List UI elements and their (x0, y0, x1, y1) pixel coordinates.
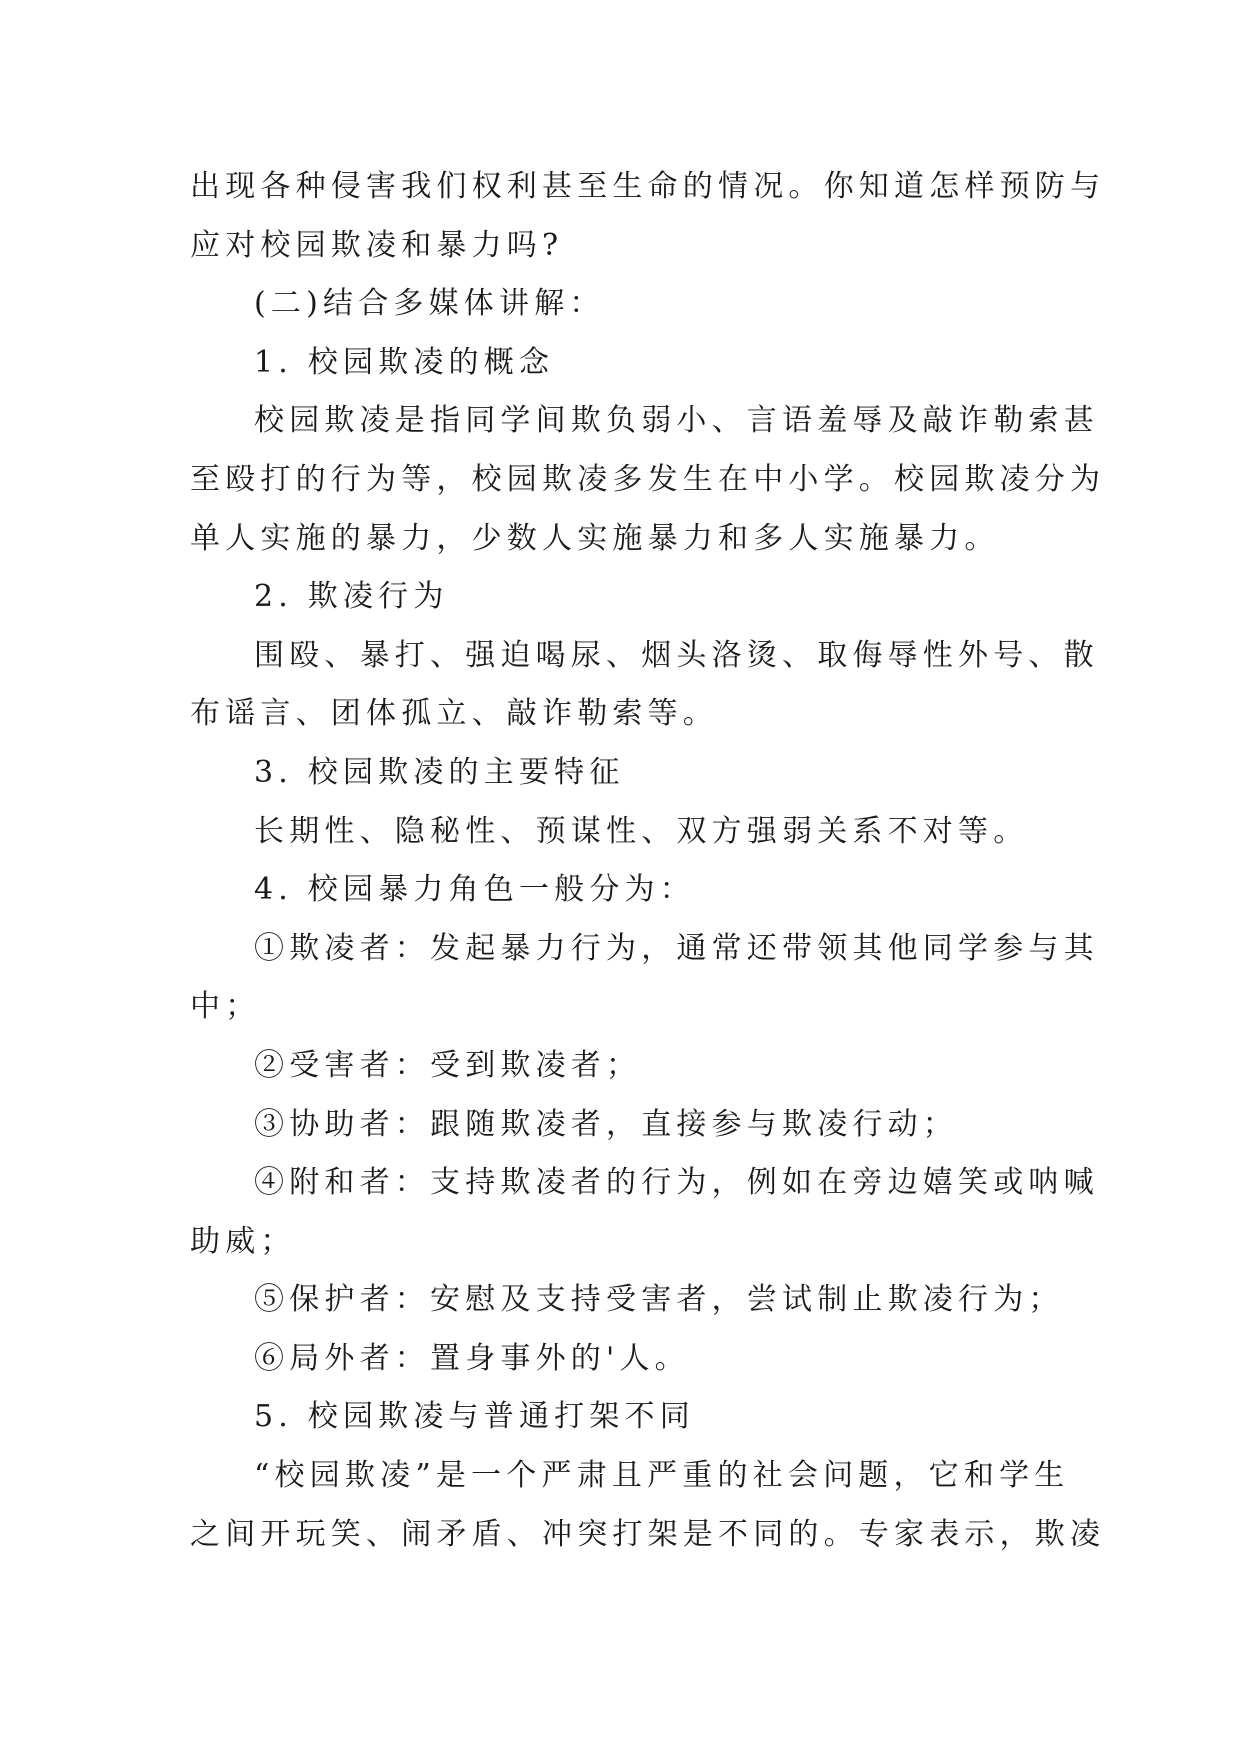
paragraph-line: 围殴、暴打、强迫喝尿、烟头洛烫、取侮辱性外号、散 (254, 637, 1099, 673)
list-item: ⑤保护者：安慰及支持受害者，尝试制止欺凌行为； (254, 1282, 1064, 1318)
list-item-continuation: 中； (190, 989, 261, 1025)
paragraph-line: 至殴打的行为等，校园欺凌多发生在中小学。校园欺凌分为 (190, 461, 1106, 497)
list-item: ④附和者：支持欺凌者的行为，例如在旁边嬉笑或呐喊 (254, 1165, 1099, 1201)
list-item: ③协助者：跟随欺凌者，直接参与欺凌行动； (254, 1106, 958, 1142)
list-item: ①欺凌者：发起暴力行为，通常还带领其他同学参与其 (254, 930, 1099, 966)
section-heading: 3. 校园欺凌的主要特征 (254, 754, 625, 790)
paragraph-line: 校园欺凌是指同学间欺负弱小、言语羞辱及敲诈勒索甚 (254, 403, 1099, 439)
section-heading: 5. 校园欺凌与普通打架不同 (254, 1399, 695, 1435)
list-item: ⑥局外者：置身事外的'人。 (254, 1340, 690, 1376)
paragraph-line: 单人实施的暴力，少数人实施暴力和多人实施暴力。 (190, 520, 1000, 556)
list-item-continuation: 助威； (190, 1223, 296, 1259)
section-heading: 2. 欺凌行为 (254, 579, 449, 615)
paragraph-line: “校园欺凌”是一个严肃且严重的社会问题，它和学生 (254, 1458, 1070, 1494)
list-item: ②受害者：受到欺凌者； (254, 1047, 642, 1083)
paragraph-line: 长期性、隐秘性、预谋性、双方强弱关系不对等。 (254, 813, 1029, 849)
section-heading: 1. 校园欺凌的概念 (254, 344, 555, 380)
document-body (190, 158, 1106, 1564)
paragraph-line: 应对校园欺凌和暴力吗? (190, 227, 564, 263)
section-heading: (二)结合多媒体讲解： (254, 286, 605, 322)
paragraph-line: 出现各种侵害我们权利甚至生命的情况。你知道怎样预防与 (190, 169, 1106, 204)
paragraph-line: 布谣言、团体孤立、敲诈勒索等。 (190, 696, 718, 732)
paragraph-line: 之间开玩笑、闹矛盾、冲突打架是不同的。专家表示，欺凌 (190, 1516, 1106, 1552)
section-heading: 4. 校园暴力角色一般分为： (254, 872, 695, 908)
